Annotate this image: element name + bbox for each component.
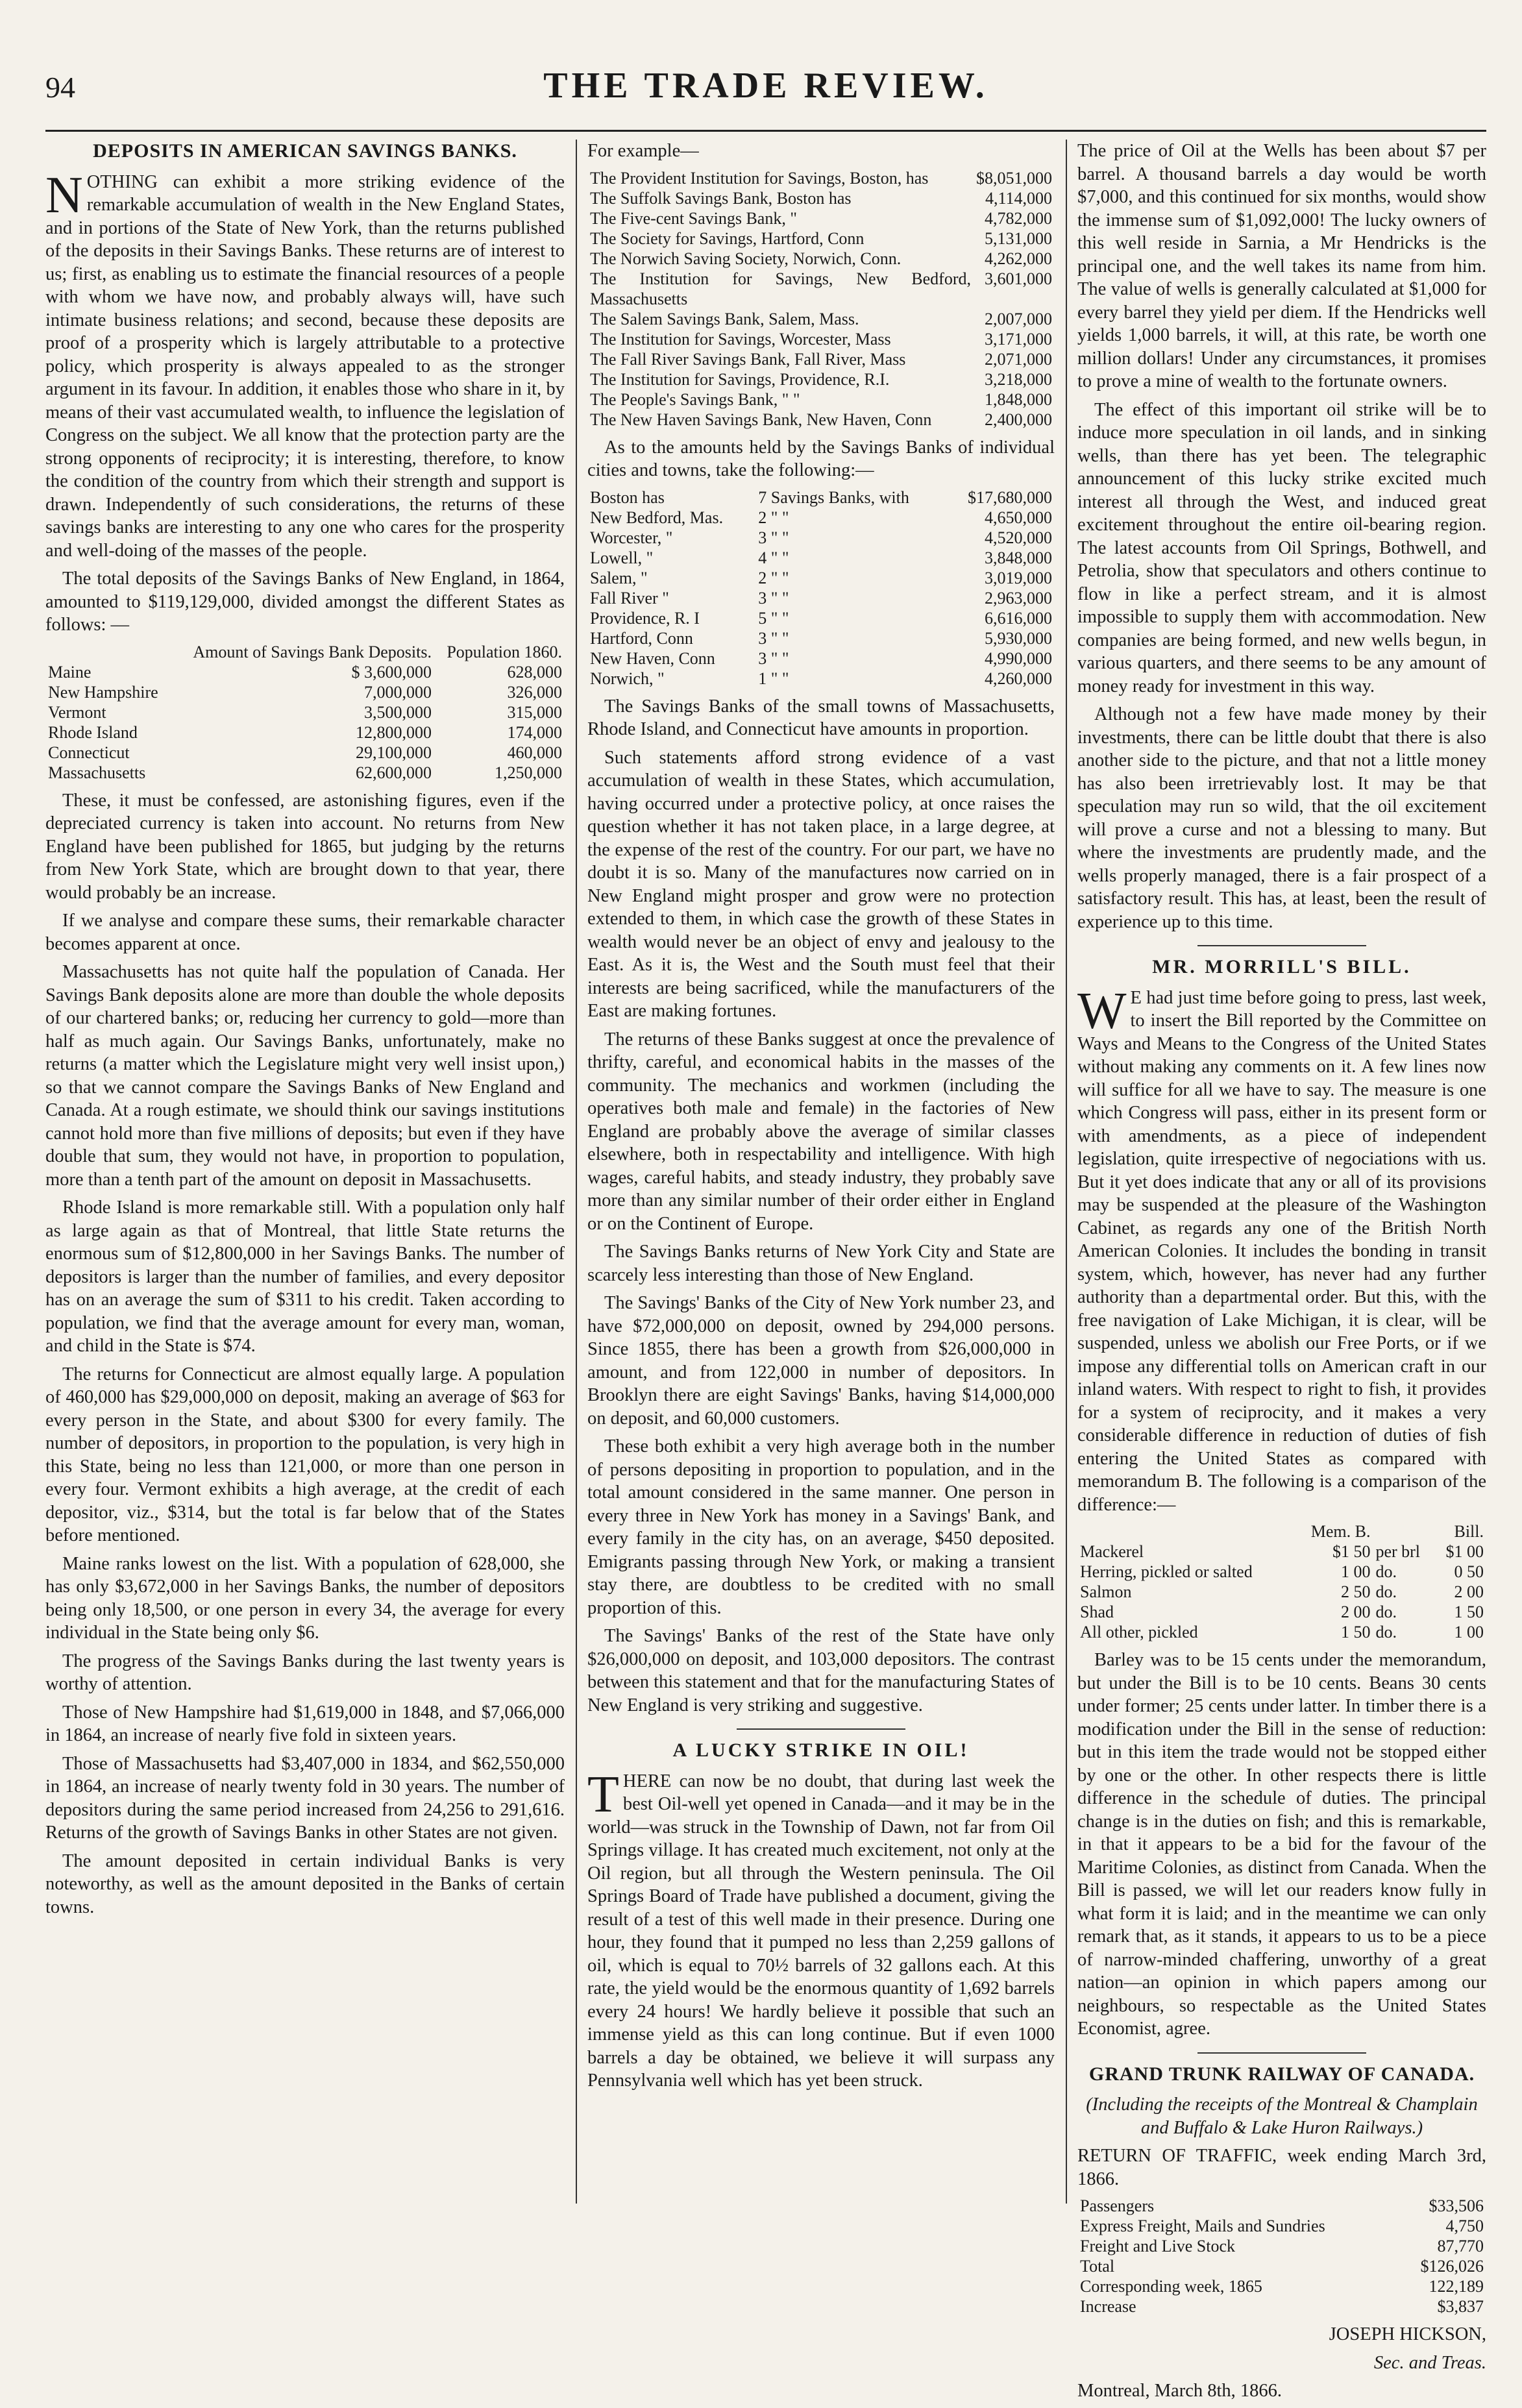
towns-table [587,487,1055,689]
masthead-title: THE TRADE REVIEW. [543,66,988,106]
deposits-paragraph: NOTHING can exhibit a more striking evidence of the remarkable accumulation of wealth in the New England States, and in portions of the State of New York, than the returns published of the deposits in their Savings Banks. These returns are of interest to us; first, as enabling us to estimate the financial resources of a people with whom we have now, and probably always will, have such intimate business relations; and second, because these deposits are proof of a prosperity which is largely attributable to a protective policy, which prosperity is always appealed to as the stronger argument in its favour. In addition, it enables those who share in it, by means of their vast accumulated wealth, to influence the legislation of Congress on the subject. We all know that the protection party are the strong opponents of reciprocity; it is interesting, therefore, to know the condition of the country from which their strength and support is drawn. Independently of such considerations, the returns of these savings banks are interesting to any one who cares for the prosperity and well-doing of the masses of the people. [45,166,565,561]
table-row: Herring, pickled or salted 1 00 do. 0 50 [1080,1562,1484,1581]
deposits-paragraph: The returns for Connecticut are almost equally large. A population of 460,000 has $29,000,000 on deposit, making an average of $63 for every person in the State, and about $300 for every family. The number of depositors, in proportion to the population, is very high in this State, being no less than 121,000, or more than one person in every four. Vermont exhibits a high average, at the credit of each depositor, viz., $314, but the total is far below that of the States before mentioned. [45,1364,565,1545]
deposits-paragraph: Those of New Hampshire had $1,619,000 in 1848, and $7,066,000 in 1864, an increase of nearly five fold in sixteen years. [45,1702,565,1745]
institutions-table [587,168,1055,430]
table-row: The Salem Savings Bank, Salem, Mass. 2,007,000 [590,309,1052,328]
table-row: New Bedford, Mas. 2 " " 4,650,000 [590,508,1052,527]
traffic-return-line: RETURN OF TRAFFIC, week ending March 3rd, 1866. [1077,2146,1486,2189]
table-row: The Fall River Savings Bank, Fall River, Mass 2,071,000 [590,349,1052,369]
total-row: Total $126,026 [1080,2257,1484,2276]
column-divider [1066,140,1067,2204]
table-row: The Suffolk Savings Bank, Boston has 4,114,000 [590,188,1052,208]
column-1 [45,140,565,1924]
deposits-paragraph: The amount deposited in certain individual Banks is very noteworthy, as well as the amount deposited in the Banks of certain towns. [45,1850,565,1917]
signature-title: Sec. and Treas. [1373,2352,1486,2373]
table-row: The Institution for Savings, New Bedford, Massachusetts 3,601,000 [590,269,1052,308]
table-row: Providence, R. I 5 " " 6,616,000 [590,608,1052,628]
place-date: Montreal, March 8th, 1866. [1077,2381,1283,2401]
morrill-paragraph: Barley was to be 15 cents under the memorandum, but under the Bill is to be 10 cents. Beans 30 cents under former; 25 cents under latter. In timber there is a modification under the Bill in the sense of reduction: but in this item the trade would not be stopped either by one or the other. In other respects there is little difference in the schedule of duties. The principal change is in the duties on fish; and this is remarkable, in that it appears to be a bid for the favour of the Maritime Colonies, as distinct from Canada. When the Bill is passed, we will let our readers know fully in what form it is laid; and in the meantime we can only remark that, as it stands, it appears to us to be a piece of narrow-minded chaffering, unworthy of a great nation—an opinion in which papers among our neighbours, so respectable as the United States Economist, agree. [1077,1650,1486,2039]
traffic-table [1077,2196,1486,2316]
table-row: Hartford, Conn 3 " " 5,930,000 [590,628,1052,648]
morrill-heading: MR. MORRILL'S BILL. [1152,956,1412,977]
grand-trunk-heading: GRAND TRUNK RAILWAY OF CANADA. [1088,2063,1475,2085]
table-row: All other, pickled 1 50 do. 1 00 [1080,1623,1484,1641]
table-row: The Five-cent Savings Bank, " 4,782,000 [590,208,1052,228]
table-row: Shad 2 00 do. 1 50 [1080,1603,1484,1621]
column-2 [587,140,1055,2098]
column-3 [1077,140,1486,2408]
table-row: The Institution for Savings, Worcester, Mass 3,171,000 [590,329,1052,349]
drop-cap: W [1077,982,1127,1040]
table-row: Passengers $33,506 [1080,2196,1484,2215]
oil-heading: A LUCKY STRIKE IN OIL! [672,1739,970,1761]
page-header [45,58,1486,130]
table-row: Fall River " 3 " " 2,963,000 [590,588,1052,608]
table-row: Maine $ 3,600,000 628,000 [48,662,562,682]
oil-paragraph: The price of Oil at the Wells has been about $7 per barrel. A thousand barrels a day would be worth $7,000, and this continued for six months, would show the immense sum of $1,092,000! The lucky owners of this well reside in Sarnia, a Mr Hendricks is the principal one, and the well takes its name from him. The value of wells is generally calculated at $1,000 for every barrel they yield per diem. If the Hendricks well yields 1,000 barrels, it will, at this rate, be worth one million dollars! Under any circumstances, it promises to prove a mine of wealth to the fortunate owners. [1077,141,1486,391]
table-header-row: Mem. B. Bill. [1310,1522,1484,1541]
table-row: Express Freight, Mails and Sundries 4,750 [1080,2217,1484,2235]
corresponding-row: Corresponding week, 1865 122,189 [1080,2277,1484,2296]
drop-cap: N [45,166,83,224]
table-row: The Norwich Saving Society, Norwich, Conn. 4,262,000 [590,249,1052,268]
table-row: New Haven, Conn 3 " " 4,990,000 [590,648,1052,668]
deposits-paragraph: The Savings Banks of the small towns of Massachusetts, Rhode Island, and Connecticut have amounts in proportion. [587,696,1055,739]
oil-paragraph: The effect of this important oil strike will be to induce more speculation in oil lands, and in sinking wells, than there has yet been. The telegraphic announcement of this lucky strike excited much interest all through the West, and induced great excitement throughout the entire oil-bearing region. The latest accounts from Oil Springs, Bothwell, and Petrolia, show that speculators and others continue to flow in like a perfect stream, and it is almost impossible to supply them with accommodation. New companies are being formed, and new wells begun, in various quarters, and there seems to be any amount of money ready for investment in this way. [1077,399,1486,696]
states-deposits-table [45,642,565,783]
header-rule [45,130,1486,132]
deposits-paragraph: As to the amounts held by the Savings Banks of individual cities and towns, take the following:— [587,437,1055,480]
deposits-paragraph: Massachusetts has not quite half the population of Canada. Her Savings Bank deposits alone are more than double the whole deposits of our chartered banks; or, reducing her currency to gold—more than half as much again. Our Savings Banks, unfortunately, make no returns (a matter which the Legislature might very well insist upon,) so that we cannot compare the Savings Banks of New England and Canada. At a rough estimate, we should think our savings institutions cannot hold more than five millions of deposits; but even if they have double that sum, they would not have, in proportion to population, more than a tenth part of the amount on deposit in Massachusetts. [45,962,565,1190]
signature-name: JOSEPH HICKSON, [1329,2324,1486,2344]
table-row: Rhode Island 12,800,000 174,000 [48,722,562,742]
table-row: The New Haven Savings Bank, New Haven, Conn 2,400,000 [590,410,1052,429]
deposits-paragraph: The returns of these Banks suggest at once the prevalence of thrifty, careful, and economical habits in the masses of the community. The mechanics and workmen (including the operatives both male and female) in the factories of New England are probably above the average of similar classes elsewhere, both in respectability and intelligence. With high wages, careful habits, and steady industry, they probably save more than any similar number of their order either in England or on the Continent of Europe. [587,1029,1055,1234]
table-row: Salmon 2 50 do. 2 00 [1080,1582,1484,1601]
table-row: Massachusetts 62,600,000 1,250,000 [48,763,562,782]
morrill-paragraph: W E had just time before going to press, last week, to insert the Bill reported by the Committee on Ways and Means to the Congress of the United States without making any comments on it. A few lines now will suffice for all we have to say. The measure is one which Congress will pass, either in its present form or with amendments, as a piece of independent legislation, quite irrespective of negociations with us. But it yet does indicate that any or all of its provisions may be suspended at the pleasure of the Washington Cabinet, as regards any one of the British North American Colonies. It includes the bonding in transit system, which, however, has never had any further authority than a departmental order. But this, with the free navigation of Lake Michigan, it is clear, will be suspended, unless we abolish our Free Ports, or if we impose any differential tolls on American craft in our inland waters. With respect to right to fish, it provides for a system of reciprocity, and it makes a very considerable difference in reduction of duties of fish entering the United States as compared with memorandum B. The following is a comparison of the difference:— [1077,982,1486,1515]
table-row: Lowell, " 4 " " 3,848,000 [590,548,1052,567]
table-row: Mackerel $1 50 per brl $1 00 [1080,1542,1484,1561]
deposits-paragraph: For example— [587,141,699,161]
table-row: The Institution for Savings, Providence, R.I. 3,218,000 [590,369,1052,389]
deposits-paragraph: Such statements afford strong evidence of a vast accumulation of wealth in these States, which accumulation, having occurred under a protective policy, at once raises the question whether it has not taken place, in a large degree, at the expense of the rest of the country. For our part, we have no doubt it is so. Many of the manufactures now carried on in New England might prosper and grow were no protection extended to them, in which case the growth of these States in wealth would never be an object of envy and jealousy to the East. As it is, the West and the South must feel that their interests are being sacrificed, while the manufacturers of the East are making fortunes. [587,747,1055,1021]
deposits-paragraph: The progress of the Savings Banks during the last twenty years is worthy of attention. [45,1651,565,1694]
table-row: Vermont 3,500,000 315,000 [48,702,562,722]
table-row: Worcester, " 3 " " 4,520,000 [590,528,1052,547]
page-number: 94 [45,71,75,104]
deposits-paragraph: Those of Massachusetts had $3,407,000 in 1834, and $62,550,000 in 1864, an increase of nearly twenty fold in 30 years. The number of depositors during the same period increased from 24,256 to 291,616. Returns of the growth of Savings Banks in other States are not given. [45,1753,565,1843]
fish-duties-table [1077,1521,1486,1642]
table-row: Norwich, " 1 " " 4,260,000 [590,669,1052,688]
deposits-paragraph: Rhode Island is more remarkable still. With a population only half as large again as that of Montreal, that little State returns the enormous sum of $12,800,000 in her Savings Banks. The number of depositors is larger than the number of families, and every depositor has on an average the sum of $311 to his credit. Taken according to population, we find that the average amount for every man, woman, and child in the State is $74. [45,1198,565,1356]
section-divider [1197,945,1366,946]
deposits-paragraph: The Savings Banks returns of New York City and State are scarcely less interesting than those of New England. [587,1242,1055,1285]
oil-paragraph: THERE can now be no doubt, that during last week the best Oil-well yet opened in Canada—and it may be in the world—was struck in the Township of Dawn, not far from Oil Springs village. It has created much excitement, not only at the Oil region, but all through the Western peninsula. The Oil Springs Board of Trade have published a document, giving the result of a test of this well made in their presence. During one hour, they found that it pumped no less than 2,259 gallons of oil, which is equal to 70½ barrels of 32 gallons each. At this rate, the yield would be the enormous quantity of 1,692 barrels every 24 hours! We hardly believe it possible that such an immense yield as this can long continue. But if even 1000 barrels a day be obtained, we believe it will surpass any Pennsylvania well which has yet been struck. [587,1765,1055,2091]
oil-paragraph: Although not a few have made money by their investments, there can be little doubt that there is also another side to the picture, and that not a little money has also been irretrievably lost. It may be that speculation may run so wild, that the oil excitement will prove a curse and not a blessing to many. But where the investments are prudently made, and the wells properly managed, there is a fair prospect of a satisfactory result. This has, at least, been the result of experience up to this time. [1077,704,1486,932]
grand-trunk-subheading: (Including the receipts of the Montreal & Champlain and Buffalo & Lake Huron Railways.) [1086,2095,1478,2138]
deposits-paragraph: The Savings' Banks of the City of New York number 23, and have $72,000,000 on deposit, owned by 294,000 persons. Since 1855, there has been a growth from $26,000,000 in amount, and from 122,000 in number of depositors. In Brooklyn there are eight Savings' Banks, having $14,000,000 on deposit, and 60,000 customers. [587,1293,1055,1429]
table-header-row: Amount of Savings Bank Deposits. Population 1860. [193,642,562,661]
table-row: The Provident Institution for Savings, Boston, has $8,051,000 [590,168,1052,188]
table-row: New Hampshire 7,000,000 326,000 [48,682,562,702]
drop-cap: T [587,1765,619,1823]
table-row: The People's Savings Bank, " " 1,848,000 [590,389,1052,409]
table-row: The Society for Savings, Hartford, Conn 5,131,000 [590,228,1052,248]
deposits-paragraph: These, it must be confessed, are astonishing figures, even if the depreciated currency is taken into account. No returns from New England have been published for 1865, but judging by the returns from New York State, which are brought down to that year, there would probably be an increase. [45,790,565,903]
table-row: Connecticut 29,100,000 460,000 [48,743,562,762]
column-divider [576,140,577,2204]
deposits-paragraph: These both exhibit a very high average both in the number of persons depositing in proportion to population, and in the total amount considered in the same manner. One person in every three in New York has money in a Savings' Bank, and every family in the city has, on an average, $450 deposited. Emigrants passing through New York, or making a transient stay there, are doubtless to be credited with no small proportion of this. [587,1436,1055,1618]
table-row: Freight and Live Stock 87,770 [1080,2237,1484,2255]
increase-row: Increase $3,837 [1080,2297,1484,2316]
deposits-paragraph: The Savings' Banks of the rest of the State have only $26,000,000 on deposit, and 103,000 depositors. The contrast between this statement and that for the manufacturing States of New England is very striking and suggestive. [587,1626,1055,1715]
deposits-paragraph: The total deposits of the Savings Banks of New England, in 1864, amounted to $119,129,000, divided amongst the different States as follows: — [45,569,565,635]
section-divider [737,1728,905,1730]
table-row: Salem, " 2 " " 3,019,000 [590,568,1052,587]
deposits-paragraph: If we analyse and compare these sums, their remarkable character becomes apparent at once. [45,911,565,954]
table-row: Boston has 7 Savings Banks, with $17,680,000 [590,487,1052,507]
section-divider [1197,2052,1366,2054]
deposits-heading: DEPOSITS IN AMERICAN SAVINGS BANKS. [93,140,517,162]
deposits-paragraph: Maine ranks lowest on the list. With a population of 628,000, she has only $3,672,000 in her Savings Banks, the number of depositors being only 18,500, or one person in every 34, the average for every individual in the State being only $6. [45,1553,565,1643]
